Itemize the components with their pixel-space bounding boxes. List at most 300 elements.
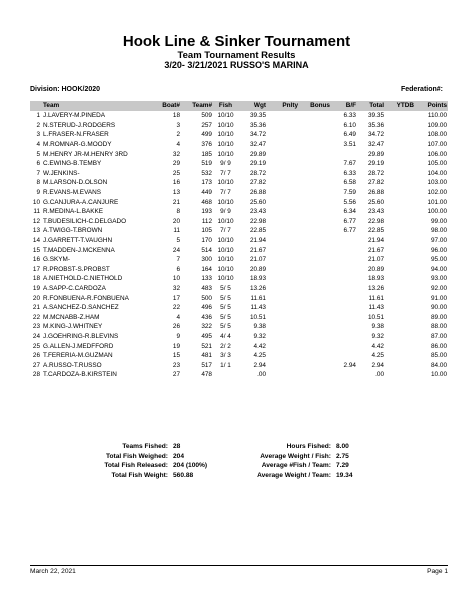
points-cell: 87.00 [431,332,447,340]
team-number-cell: 185 [201,150,212,158]
rank-cell: 5 [36,150,40,158]
boat-cell: 26 [172,323,180,331]
fish-cell: 10/10 [217,237,234,245]
weight-cell: 21.07 [250,256,266,264]
team-cell: T.FERERIA-M.GUZMAN [43,352,113,360]
header-weight: Wgt [253,102,266,110]
team-number-cell: 105 [201,227,212,235]
points-cell: 108.00 [427,131,447,139]
summary-row [30,453,230,463]
team-cell: M.LARSON-D.OLSON [43,179,108,187]
summary-row [220,453,440,463]
team-cell: J.LAVERY-M.PINEDA [43,112,106,120]
total-cell: 4.25 [371,352,384,360]
big-fish-cell: 6.58 [343,179,356,187]
boat-cell: 9 [176,332,180,340]
boat-cell: 11 [173,227,180,235]
federation-label: Federation#: [400,86,443,93]
points-cell: 110.00 [427,112,447,120]
table-row [30,303,448,313]
points-cell: 89.00 [431,313,447,321]
boat-cell: 18 [172,112,180,120]
results-table [30,101,448,380]
header-ytdb: YTDB [396,102,414,110]
team-cell: G.SKYM- [43,256,70,264]
fish-cell: 7/ 7 [220,189,231,197]
rank-cell: 4 [36,141,40,149]
table-row [30,111,448,121]
team-cell: A.RUSSO-T.RUSSO [43,361,102,369]
points-cell: 85.00 [431,352,447,360]
team-number-cell: 300 [201,256,212,264]
team-number-cell: 483 [201,284,212,292]
header-team-number: Team# [192,102,212,110]
weight-cell: 9.38 [253,323,266,331]
rank-cell: 7 [36,169,40,177]
weight-cell: 9.32 [253,332,266,340]
team-number-cell: 468 [201,198,212,206]
fish-cell: 7/ 7 [220,227,231,235]
table-row [30,312,448,322]
table-row [30,370,448,380]
total-cell: 20.89 [368,265,384,273]
points-cell: 109.00 [427,121,447,129]
total-cell: 9.32 [371,332,384,340]
boat-cell: 23 [172,361,180,369]
summary-value: 204 [173,452,185,460]
boat-cell: 25 [172,169,180,177]
weight-cell: 27.82 [250,179,266,187]
big-fish-cell: 6.33 [343,112,356,120]
team-cell: M.ROMNAR-G.MOODY [43,141,112,149]
team-cell: R.EVANS-M.EVANS [43,189,101,197]
summary-label: Total Fish Released: [104,462,168,470]
points-cell: 91.00 [431,294,447,302]
summary-value: 19.34 [336,472,353,480]
weight-cell: 32.47 [250,141,266,149]
rank-cell: 1 [36,112,40,120]
weight-cell: 4.25 [253,352,266,360]
fish-cell: 10/10 [217,121,234,129]
team-number-cell: 481 [201,352,212,360]
table-body [30,111,448,380]
team-cell: T.BUDESILICH-C.DELGADO [43,217,127,225]
weight-cell: 2.94 [253,361,266,369]
fish-cell: 10/10 [217,198,234,206]
team-number-cell: 514 [201,246,212,254]
rank-cell: 27 [32,361,40,369]
total-cell: 22.85 [368,227,384,235]
weight-cell: 34.72 [250,131,266,139]
points-cell: 99.00 [431,217,447,225]
rank-cell: 17 [32,265,40,273]
team-cell: R.FONBUENA-R.FONBUENA [43,294,129,302]
points-cell: 93.00 [431,275,447,283]
report-dates: 3/20- 3/21/2021 RUSSO'S MARINA [164,60,309,70]
team-cell: J.GOEHRING-R.BLEVINS [43,332,119,340]
fish-cell: 9/ 9 [220,208,231,216]
big-fish-cell: 6.10 [343,121,356,129]
weight-cell: 35.36 [250,121,266,129]
fish-cell: 10/10 [217,256,234,264]
fish-cell: 10/10 [217,265,234,273]
team-cell: G.ALLEN-J.MEDFFORD [43,342,114,350]
points-cell: 105.00 [427,160,447,168]
table-row [30,178,448,188]
total-cell: 32.47 [368,141,384,149]
total-cell: 34.72 [368,131,384,139]
fish-cell: 10/10 [217,150,234,158]
total-cell: 26.88 [368,189,384,197]
total-cell: 29.19 [368,160,384,168]
total-cell: 35.36 [368,121,384,129]
footer-divider [30,565,448,566]
boat-cell: 4 [176,141,180,149]
big-fish-cell: 6.49 [343,131,356,139]
boat-cell: 8 [176,208,180,216]
table-header [30,101,448,111]
points-cell: 84.00 [431,361,447,369]
summary-value: 8.00 [336,443,349,450]
weight-cell: 20.89 [250,265,266,273]
team-number-cell: 500 [201,294,212,302]
team-cell: T.MADDEN-J.MCKENNA [43,246,115,254]
table-row [30,159,448,169]
team-cell: L.FRASER-N.FRASER [43,131,109,139]
team-number-cell: 112 [201,217,212,225]
table-row [30,351,448,361]
team-cell: A.SAPP-C.CARDOZA [43,284,106,292]
big-fish-cell: 7.67 [343,160,356,168]
footer-date: March 22, 2021 [30,568,76,575]
rank-cell: 22 [32,313,40,321]
weight-cell: 22.98 [250,217,266,225]
weight-cell: .00 [257,371,266,379]
team-number-cell: 322 [201,323,212,331]
team-number-cell: 509 [201,112,212,120]
big-fish-cell: 2.94 [343,361,356,369]
table-row [30,140,448,150]
report-subtitle: Team Tournament Results [177,50,296,61]
total-cell: 18.93 [368,275,384,283]
table-row [30,236,448,246]
summary-row [30,443,230,453]
summary-row [30,462,230,472]
points-cell: 92.00 [431,284,447,292]
rank-cell: 14 [32,237,40,245]
summary-right [220,443,440,482]
summary-label: Average Weight / Team: [257,472,331,480]
summary-row [220,472,440,482]
weight-cell: 13.26 [250,284,266,292]
table-row [30,207,448,217]
team-number-cell: 193 [201,208,212,216]
weight-cell: 11.43 [250,304,266,312]
summary-label: Total Fish Weighed: [105,452,168,460]
weight-cell: 29.19 [250,160,266,168]
table-row [30,121,448,131]
fish-cell: 5/ 5 [220,294,231,302]
header-penalty: Pnlty [282,102,298,110]
rank-cell: 2 [36,121,40,129]
total-cell: 4.42 [371,342,384,350]
summary-label: Total Fish Weight: [111,472,168,480]
fish-cell: 9/ 9 [220,160,231,168]
total-cell: 11.61 [368,294,384,302]
table-row [30,322,448,332]
fish-cell: 1/ 1 [220,361,231,369]
total-cell: 22.98 [368,217,384,225]
total-cell: 13.26 [368,284,384,292]
rank-cell: 8 [36,179,40,187]
weight-cell: 21.94 [250,237,266,245]
big-fish-cell: 6.34 [343,208,356,216]
fish-cell: 10/10 [217,179,234,187]
team-cell: N.STERUD-J.RODGERS [43,121,116,129]
big-fish-cell: 5.56 [343,198,356,206]
weight-cell: 26.88 [250,189,266,197]
header-total: Total [369,102,384,110]
boat-cell: 24 [172,246,180,254]
points-cell: 86.00 [431,342,447,350]
division-label: Division: HOOK/2020 [30,86,101,93]
table-row [30,284,448,294]
total-cell: 21.67 [368,246,384,254]
total-cell: 28.72 [368,169,384,177]
table-row [30,188,448,198]
team-number-cell: 449 [201,189,212,197]
rank-cell: 24 [32,332,40,340]
team-number-cell: 376 [201,141,212,149]
total-cell: 25.60 [368,198,384,206]
total-cell: 11.43 [368,304,384,312]
points-cell: 88.00 [431,323,447,331]
boat-cell: 19 [172,342,180,350]
table-row [30,255,448,265]
points-cell: 101.00 [427,198,447,206]
fish-cell: 7/ 7 [220,169,231,177]
weight-cell: 29.89 [250,150,266,158]
rank-cell: 19 [32,284,40,292]
fish-cell: 10/10 [217,141,234,149]
points-cell: 10.00 [431,371,447,379]
points-cell: 102.00 [427,189,447,197]
points-cell: 95.00 [431,256,447,264]
points-cell: 106.00 [427,150,447,158]
boat-cell: 22 [172,304,180,312]
boat-cell: 17 [172,294,180,302]
rank-cell: 9 [36,189,40,197]
summary-value: 7.29 [336,462,349,470]
team-number-cell: 495 [201,332,212,340]
points-cell: 100.00 [427,208,447,216]
weight-cell: 21.67 [250,246,266,254]
table-row [30,197,448,207]
team-number-cell: 496 [201,304,212,312]
fish-cell: 5/ 5 [220,284,231,292]
table-row [30,265,448,275]
team-cell: A.NIETHOLD-C.NIETHOLD [43,275,123,283]
big-fish-cell: 6.77 [343,217,356,225]
team-number-cell: 478 [201,371,212,379]
summary-label: Average #Fish / Team: [261,462,331,470]
rank-cell: 3 [36,131,40,139]
team-number-cell: 133 [201,275,212,283]
header-fish: Fish [218,102,233,110]
table-row [30,293,448,303]
total-cell: 21.07 [368,256,384,264]
table-row [30,332,448,342]
fish-cell: 5/ 5 [220,304,231,312]
fish-cell: 10/10 [217,131,234,139]
summary-left [30,443,230,482]
big-fish-cell: 6.77 [343,227,356,235]
weight-cell: 23.43 [250,208,266,216]
big-fish-cell: 6.33 [343,169,356,177]
rank-cell: 21 [32,304,40,312]
fish-cell: 10/10 [217,275,234,283]
team-cell: A.TWIGG-T.BROWN [43,227,103,235]
total-cell: 23.43 [368,208,384,216]
total-cell: 2.94 [371,361,384,369]
summary-value: 28 [173,443,181,450]
big-fish-cell: 7.59 [343,189,356,197]
boat-cell: 32 [172,284,180,292]
header-big-fish: B/F [345,102,356,110]
header-boat: Boat# [162,102,180,110]
rank-cell: 20 [32,294,40,302]
weight-cell: 25.60 [250,198,266,206]
boat-cell: 21 [172,198,180,206]
rank-cell: 16 [32,256,40,264]
summary-label: Teams Fished: [122,443,168,450]
points-cell: 104.00 [427,169,447,177]
team-cell: R.PROBST-S.PROBST [43,265,110,273]
rank-cell: 28 [32,371,40,379]
summary-row [220,443,440,453]
boat-cell: 20 [172,217,180,225]
weight-cell: 10.51 [250,313,266,321]
fish-cell: 4/ 4 [220,332,231,340]
big-fish-cell: 3.51 [343,141,356,149]
weight-cell: 18.93 [250,275,266,283]
team-cell: J.GARRETT-T.VAUGHN [43,237,113,245]
fish-cell: 3/ 3 [220,352,231,360]
boat-cell: 10 [172,275,180,283]
table-row [30,169,448,179]
rank-cell: 26 [32,352,40,360]
weight-cell: 22.85 [250,227,266,235]
total-cell: 10.51 [368,313,384,321]
boat-cell: 3 [176,121,180,129]
summary-row [220,462,440,472]
table-row [30,149,448,159]
page-number: Page 1 [427,568,448,575]
team-cell: W.JENKINS- [43,169,80,177]
header-bonus: Bonus [310,102,330,110]
team-number-cell: 257 [201,121,212,129]
points-cell: 98.00 [431,227,447,235]
team-number-cell: 164 [201,265,212,273]
total-cell: 39.35 [368,112,384,120]
table-row [30,274,448,284]
team-cell: M.KING-J.WHITNEY [43,323,103,331]
rank-cell: 13 [32,227,40,235]
boat-cell: 6 [176,265,180,273]
team-number-cell: 519 [201,160,212,168]
table-row [30,341,448,351]
summary-label: Hours Fished: [286,443,331,450]
report-title: Hook Line & Sinker Tournament [122,33,351,50]
rank-cell: 25 [32,342,40,350]
team-cell: R.MEDINA-L.BAKKE [43,208,104,216]
table-row [30,245,448,255]
rank-cell: 18 [32,275,40,283]
team-cell: A.SANCHEZ-D.SANCHEZ [43,304,119,312]
points-cell: 103.00 [427,179,447,187]
team-number-cell: 532 [201,169,212,177]
total-cell: 27.82 [368,179,384,187]
rank-cell: 15 [32,246,40,254]
team-number-cell: 173 [201,179,212,187]
fish-cell: 2/ 2 [220,342,231,350]
team-cell: M.HENRY JR-M.HENRY 3RD [43,150,128,158]
boat-cell: 16 [172,179,180,187]
boat-cell: 13 [172,189,180,197]
boat-cell: 27 [172,371,180,379]
fish-cell: 5/ 5 [220,323,231,331]
header-points: Points [427,102,447,110]
team-number-cell: 436 [201,313,212,321]
boat-cell: 15 [172,352,180,360]
summary-value: 560.88 [173,472,194,480]
team-number-cell: 521 [201,342,212,350]
team-cell: G.CANJURA-A.CANJURE [43,198,119,206]
team-number-cell: 517 [201,361,212,369]
team-cell: M.MCNABB-Z.HAM [43,313,100,321]
total-cell: 9.38 [371,323,384,331]
points-cell: 97.00 [431,237,447,245]
rank-cell: 23 [32,323,40,331]
fish-cell: 10/10 [217,112,234,120]
points-cell: 94.00 [431,265,447,273]
fish-cell: 10/10 [217,217,234,225]
points-cell: 96.00 [431,246,447,254]
total-cell: .00 [375,371,384,379]
header-team: Team [43,102,60,110]
table-row [30,360,448,370]
boat-cell: 5 [176,237,180,245]
boat-cell: 2 [176,131,180,139]
fish-cell: 5/ 5 [220,313,231,321]
team-number-cell: 170 [201,237,212,245]
boat-cell: 4 [176,313,180,321]
summary-label: Average Weight / Fish: [260,452,331,460]
table-row [30,217,448,227]
summary-value: 2.75 [336,452,349,460]
boat-cell: 29 [172,160,180,168]
fish-cell: 10/10 [217,246,234,254]
team-cell: T.CARDOZA-B.KIRSTEIN [43,371,117,379]
weight-cell: 4.42 [253,342,266,350]
summary-value: 204 (100%) [173,462,208,470]
weight-cell: 39.35 [250,112,266,120]
rank-cell: 11 [33,208,40,216]
points-cell: 90.00 [431,304,447,312]
total-cell: 21.94 [368,237,384,245]
points-cell: 107.00 [427,141,447,149]
weight-cell: 28.72 [250,169,266,177]
